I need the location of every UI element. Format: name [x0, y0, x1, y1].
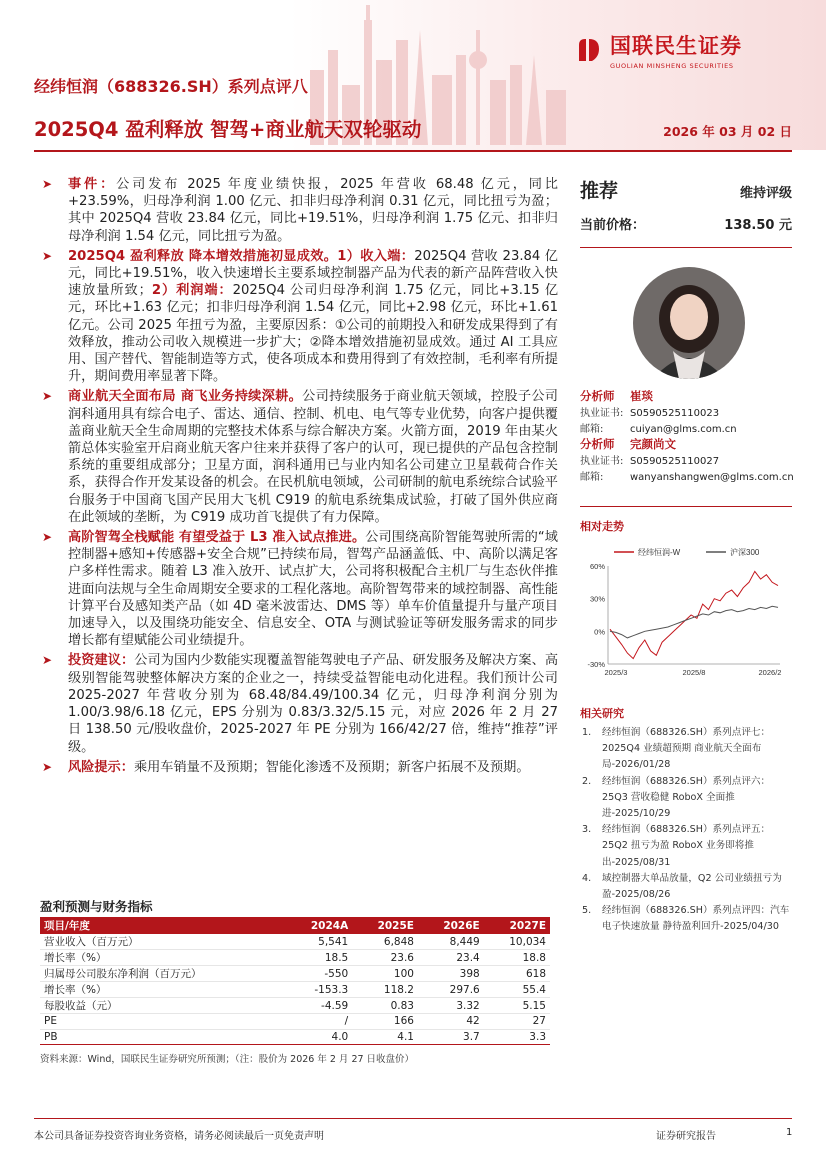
arrow-bullet-icon: ➤ [42, 530, 53, 545]
rating: 推荐 [580, 180, 619, 202]
paragraph-text: 公司为国内少数能实现覆盖智能驾驶电子产品、研发服务及解决方案、高级别智能驾驶整体解决方案的企业之一，持续受益智能电动化进程。我们预计公司 2025-2027 年营收分别为 68.48/84.49/100.34 亿元，归母净利润分别为 1.00/3.98/6.18 亿元，EPS 分别为 0.83/3.32/5.15 元，对应 2026 年 2 月 27 日 138.50 元/股收盘价，2025-2027 年 PE 分别为 166/42/27 倍，维持“推荐”评级。 [68, 653, 559, 755]
paragraph-text: 公司持续服务于商业航天领域，控股子公司润科通用具有综合电子、雷达、通信、控制、机电、电气等专业优势，向客户提供覆盖商业航天全生命周期的完整技术体系与综合解决方案。火箭方面，2019 年由某火箭总体实验室开启商业航天客户往来并获得了客户的认可，现已提供的产品包含控制系统的重要组成部分；卫星方面，润科通用已与业内知名公司建立卫星载荷合作关系，获得合作开发某设备的机会。在民机航电领域，公司研制的航电系统综合试验平台服务于中国商飞国产民用大飞机 C919 的航电系统集成试验，打破了国外供应商在此领域的垄断，为 C919 成功首飞提供了有力保障。 [68, 389, 558, 525]
email-label: 邮箱: [580, 424, 604, 435]
table-cell: 42 [418, 1014, 484, 1030]
analyst-2 [580, 436, 794, 486]
table-cell: 27 [484, 1014, 550, 1030]
table-cell: 23.6 [352, 950, 418, 966]
related-research-list [582, 725, 794, 936]
analyst-email[interactable]: wanyanshangwen@glms.com.cn [630, 472, 794, 483]
paragraph-text: 公司围绕高阶智能驾驶所需的“域控制器+感知+传感器+安全合规”已持续布局，智驾产品涵盖低、中、高阶以满足客户多样性需求。随着 L3 准入放开、试点扩大，公司将积极配合主机厂与生态伙伴推进面向法规与全生命周期安全要求的工程化落地。高阶智驾带来的域控制器、高性能计算平台及感知类产品（如 4D 毫米波雷达、DMS 等）单车价值量提升与量产项目加速导入，以及围绕功能安全、信息安全、OTA 与测试验证等研发服务需求的同步增长都有望赋能公司业绩提升。 [68, 530, 558, 649]
table-cell: 18.5 [285, 950, 352, 966]
table-cell: 398 [418, 966, 484, 982]
arrow-bullet-icon: ➤ [42, 653, 53, 668]
research-item[interactable] [582, 871, 794, 903]
chart-x-tick-label: 2025/8 [682, 668, 706, 677]
analyst-photo [633, 267, 745, 379]
report-date: 2026 年 03 月 02 日 [663, 124, 792, 139]
analyst-email[interactable]: cuiyan@glms.com.cn [630, 424, 737, 435]
table-cell: / [285, 1014, 352, 1030]
cert-label: 执业证书: [580, 456, 624, 467]
table-header-cell: 项目/年度 [40, 917, 285, 934]
price-value: 138.50 元 [724, 218, 792, 233]
paragraph-text: 2025Q4 公司归母净利润 1.75 亿元，同比+3.15 亿元，环比+1.63 亿元；扣非归母净利润 1.54 亿元，同比+2.98 亿元，环比+1.61 亿元。公司 2025 年扭亏为盈，主要原因系：①公司的前期投入和研发成果得到了有效释放，推动公司收入规模进一步扩大；②降本增效措施初显成效。通过 AI 工具应用、国产替代、智能制造等方式，使各项成本和费用得到了有效控制，毛利率有所提升，期间费用率显著下降。 [68, 283, 559, 385]
paragraph-label: 2025Q4 盈利释放 降本增效措施初显成效。1）收入端： [68, 248, 415, 264]
table-row [40, 934, 550, 950]
analyst-name: 完颜尚文 [630, 437, 676, 451]
analyst-role: 分析师 [580, 389, 615, 403]
footer-divider [34, 1118, 792, 1119]
profit-paragraph [40, 248, 558, 386]
table-cell: 增长率（%） [40, 950, 285, 966]
paragraph-sublabel: 2）利润端： [151, 283, 233, 299]
table-cell: 归属母公司股东净利润（百万元） [40, 966, 285, 982]
chart-y-tick-label: 0% [594, 627, 605, 637]
paragraph-text: 公司发布 2025 年度业绩快报，2025 年营收 68.48 亿元，同比+23.59%，归母净利润 1.00 亿元、扣非归母净利润 0.31 亿元，同比扭亏为盈；其中 2025Q4 营收 23.84 亿元，同比+19.51%，归母净利润 1.75 亿元、扣非归母净利润 1.54 亿元，同比扭亏为盈。 [68, 177, 558, 244]
table-cell: 166 [352, 1014, 418, 1030]
table-cell: -153.3 [285, 982, 352, 998]
table-cell: 3.7 [418, 1029, 484, 1045]
table-header-cell: 2026E [418, 917, 484, 934]
sidebar [580, 176, 792, 248]
table-cell: 5,541 [285, 934, 352, 950]
table-row [40, 998, 550, 1014]
arrow-bullet-icon: ➤ [42, 248, 53, 263]
research-item-text: 经纬恒润（688326.SH）系列点评六：25Q3 营收稳健 RoboX 全面推进-2025/10/29 [602, 775, 771, 820]
table-row [40, 966, 550, 982]
cert-number: S0590525110023 [630, 408, 720, 419]
chart-legend-label: 沪深300 [730, 548, 760, 557]
arrow-bullet-icon: ➤ [42, 177, 53, 191]
paragraph-label: 投资建议： [68, 653, 135, 669]
chart-title: 相对走势 [580, 520, 624, 533]
research-item-number: 3. [582, 824, 592, 836]
chart-series-line [610, 606, 778, 638]
research-item[interactable] [582, 903, 794, 935]
email-label: 邮箱: [580, 472, 604, 483]
table-cell: 营业收入（百万元） [40, 934, 285, 950]
paragraph-label: 风险提示： [68, 759, 134, 775]
financials-table [40, 917, 550, 1045]
risk-paragraph [40, 759, 558, 776]
paragraph-text: 2025Q4 营收 23.84 亿元，同比+19.51%，收入快速增长主要系域控制器产品为代表的新产品阵营收入快速放量所致； [68, 248, 558, 299]
table-cell: 618 [484, 966, 550, 982]
research-item[interactable] [582, 822, 794, 871]
sidebar-divider [580, 506, 792, 507]
table-cell: 297.6 [418, 982, 484, 998]
cert-number: S0590525110027 [630, 456, 720, 467]
relative-performance-chart [580, 540, 792, 685]
chart-x-tick-label: 2025/3 [604, 668, 628, 677]
chart-legend-label: 经纬恒润-W [638, 548, 681, 557]
report-header [0, 0, 826, 150]
table-cell: 每股收益（元） [40, 998, 285, 1014]
table-source-note: 资料来源：Wind，国联民生证券研究所预测；（注：股价为 2026 年 2 月 27 日收盘价） [40, 1054, 415, 1065]
arrow-bullet-icon: ➤ [42, 759, 53, 774]
research-item[interactable] [582, 725, 794, 774]
table-cell: 5.15 [484, 998, 550, 1014]
research-item-text: 经纬恒润（688326.SH）系列点评四：汽车电子快速放量 静待盈利回升-2025/04/30 [602, 905, 790, 933]
paragraph-label: 事件： [68, 177, 117, 192]
report-title: 2025Q4 盈利释放 智驾+商业航天双轮驱动 [34, 118, 422, 141]
cert-label: 执业证书: [580, 408, 624, 419]
header-divider [34, 150, 792, 152]
related-research-title: 相关研究 [580, 707, 624, 720]
investment-advice-paragraph [40, 652, 558, 755]
table-row [40, 950, 550, 966]
table-cell: -550 [285, 966, 352, 982]
table-cell: 0.83 [352, 998, 418, 1014]
table-row [40, 1014, 550, 1030]
event-paragraph [40, 176, 558, 245]
analyst-1 [580, 388, 737, 438]
paragraph-label: 商业航天全面布局 商飞业务持续深耕。 [68, 389, 303, 405]
arrow-bullet-icon: ➤ [42, 389, 53, 404]
table-cell: 100 [352, 966, 418, 982]
logo-mark-icon [574, 35, 604, 65]
table-cell: 6,848 [352, 934, 418, 950]
autonomous-driving-paragraph [40, 529, 558, 649]
financials-title: 盈利预测与财务指标 [40, 899, 153, 914]
table-header-cell: 2027E [484, 917, 550, 934]
table-header-cell: 2024A [285, 917, 352, 934]
table-header-row [40, 917, 550, 934]
logo-english-name: GUOLIAN MINSHENG SECURITIES [610, 62, 734, 70]
chart-y-tick-label: 30% [589, 594, 605, 604]
research-item-number: 4. [582, 872, 592, 884]
table-cell: 23.4 [418, 950, 484, 966]
rating-box [580, 176, 792, 248]
table-cell: PB [40, 1029, 285, 1045]
analyst-role: 分析师 [580, 437, 615, 451]
rating-action: 维持评级 [739, 186, 792, 201]
price-label: 当前价格： [580, 218, 646, 233]
report-body [40, 176, 558, 779]
footer-report-type: 证券研究报告 [656, 1131, 716, 1142]
research-item-number: 2. [582, 775, 592, 787]
table-cell: 10,034 [484, 934, 550, 950]
research-item-number: 1. [582, 727, 592, 738]
chart-series-line [610, 571, 778, 658]
table-header-cell: 2025E [352, 917, 418, 934]
paragraph-label: 高阶智驾全栈赋能 有望受益于 L3 准入试点推进。 [68, 530, 366, 546]
table-row [40, 982, 550, 998]
table-cell: 3.32 [418, 998, 484, 1014]
research-item-text: 域控制器大单品放量，Q2 公司业绩扭亏为盈-2025/08/26 [602, 872, 782, 901]
chart-y-tick-label: -30% [587, 660, 605, 669]
footer-disclaimer: 本公司具备证券投资咨询业务资格，请务必阅读最后一页免责声明 [34, 1131, 324, 1142]
table-cell: -4.59 [285, 998, 352, 1014]
logo-name: 国联民生证券 [610, 34, 742, 58]
research-item[interactable] [582, 774, 794, 823]
series-title: 经纬恒润（688326.SH）系列点评八 [34, 77, 308, 96]
table-cell: 118.2 [352, 982, 418, 998]
table-cell: 55.4 [484, 982, 550, 998]
table-row [40, 1029, 550, 1045]
paragraph-text: 乘用车销量不及预期；智能化渗透不及预期；新客户拓展不及预期。 [133, 759, 530, 775]
table-cell: 4.1 [352, 1029, 418, 1045]
page-number: 1 [786, 1127, 793, 1138]
research-item-text: 经纬恒润（688326.SH）系列点评七：2025Q4 业绩超预期 商业航天全面布局-2026/01/28 [602, 727, 771, 771]
table-cell: 8,449 [418, 934, 484, 950]
table-cell: 18.8 [484, 950, 550, 966]
aerospace-paragraph [40, 388, 558, 526]
table-cell: 4.0 [285, 1029, 352, 1045]
research-item-text: 经纬恒润（688326.SH）系列点评五：25Q2 扭亏为盈 RoboX 业务即将推出-2025/08/31 [602, 824, 771, 868]
table-cell: 增长率（%） [40, 982, 285, 998]
analyst-name: 崔琰 [630, 389, 653, 403]
table-cell: 3.3 [484, 1029, 550, 1045]
research-item-number: 5. [582, 905, 592, 917]
company-logo [574, 30, 742, 70]
table-cell: PE [40, 1014, 285, 1030]
chart-y-tick-label: 60% [589, 562, 605, 571]
chart-x-tick-label: 2026/2 [758, 668, 782, 677]
